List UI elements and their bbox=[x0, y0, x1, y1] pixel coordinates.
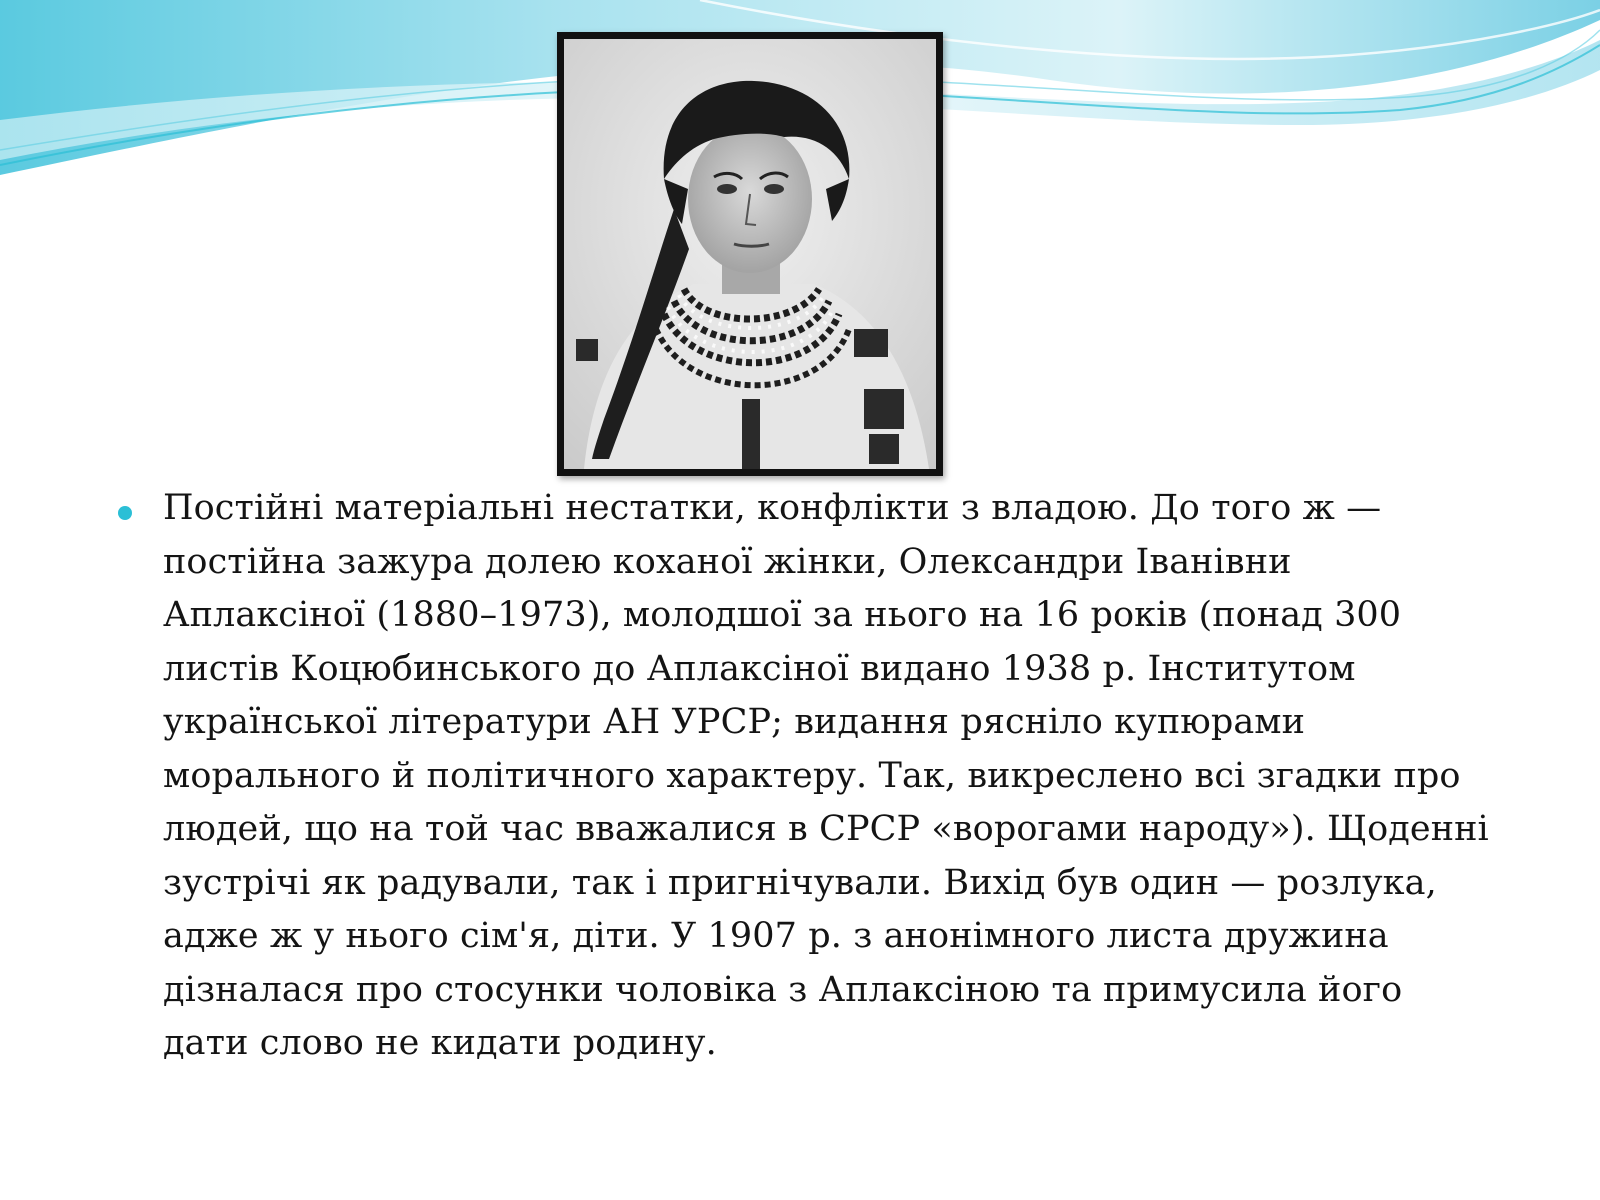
slide-content bbox=[118, 482, 1498, 1071]
bullet-text: Постійні матеріальні нестатки, конфлікти з владою. До того ж — постійна зажура долею коханої жінки, Олександри Іванівни Аплаксіної (1880–1973), молодшої за нього на 16 років (понад 300 листів Коцюбинського до Аплаксіної видано 1938 р. Інститутом української літератури АН УРСР; видання рясніло купюрами морального й політичного характеру. Так, викреслено всі згадки про людей, що на той час вважалися в СРСР «ворогами народу»). Щоденні зустрічі як радували, так і пригнічували. Вихід був один — розлука, адже ж у нього сім'я, діти. У 1907 р. з анонімного листа дружина дізналася про стосунки чоловіка з Аплаксіною та примусила його дати слово не кидати родину. bbox=[163, 488, 1489, 1063]
bullet-icon bbox=[118, 506, 132, 520]
portrait-image bbox=[564, 39, 936, 469]
bullet-item bbox=[118, 482, 1498, 1071]
portrait-photo bbox=[557, 32, 943, 476]
